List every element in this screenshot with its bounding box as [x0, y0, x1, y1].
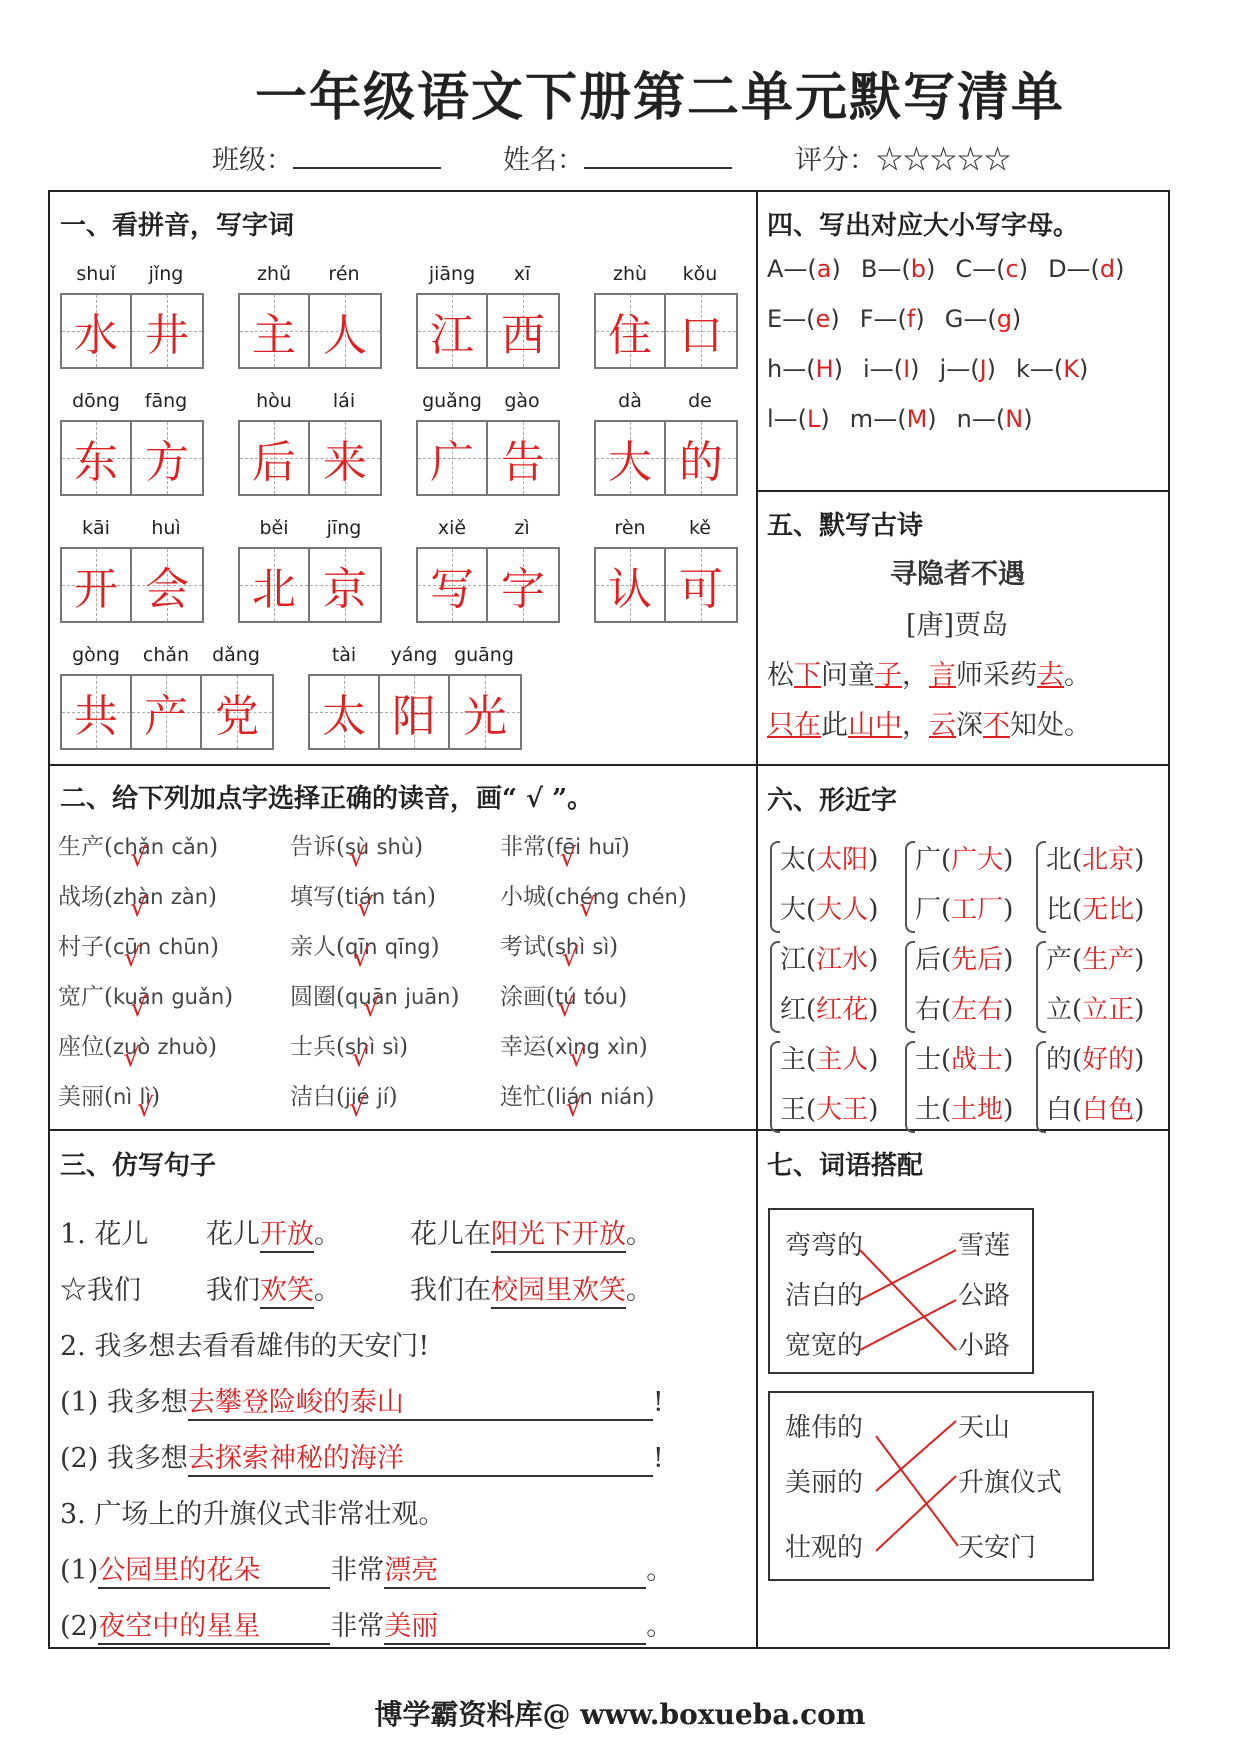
option-b[interactable]: cǎn: [171, 835, 210, 859]
sentence-example: 我们在校园里欢笑。: [410, 1268, 653, 1309]
option-a[interactable]: tián √: [345, 885, 385, 909]
tianzige-cell[interactable]: [310, 422, 380, 494]
character-answer: 水: [74, 310, 118, 361]
character-answer: 写: [430, 564, 474, 615]
character-answer: 口: [679, 310, 723, 361]
option-a[interactable]: xìng √: [555, 1035, 600, 1059]
column-divider: [756, 190, 758, 1649]
pronunciation-item: 圆圈(quān √ juān): [290, 978, 459, 1011]
tianzige-cell[interactable]: [132, 676, 202, 748]
pinyin-label: rèn: [614, 517, 646, 539]
letter-pair: j—(J): [939, 355, 997, 383]
tianzige-cell[interactable]: [310, 676, 380, 748]
pinyin-label: kāi: [82, 517, 110, 539]
letter-pair: G—(g): [944, 305, 1022, 333]
option-b[interactable]: tán: [392, 885, 427, 909]
letter-pair: n—(N): [956, 405, 1033, 433]
section-title: 四、写出对应大小写字母。: [767, 211, 1080, 241]
pinyin-label: kě: [688, 517, 711, 539]
pronunciation-item: 生产(chǎn √ cǎn): [58, 828, 218, 861]
pronunciation-item: 涂画(tú √ tóu): [500, 978, 627, 1011]
pronunciation-item: 连忙(lián √ nián): [500, 1078, 654, 1111]
sentence-label: ☆我们: [60, 1275, 141, 1306]
option-b[interactable]: lì √: [139, 1085, 151, 1109]
character-answer: 的: [679, 437, 723, 488]
tianzige-cell[interactable]: [240, 422, 310, 494]
option-a[interactable]: lián √: [555, 1085, 593, 1109]
pronunciation-item: 宽广(kuǎn √ guǎn): [58, 978, 233, 1011]
poem-author: [唐]贾岛: [906, 610, 1009, 641]
option-a[interactable]: quān √: [345, 985, 398, 1009]
pinyin-label: fāng: [144, 390, 188, 412]
option-a[interactable]: jié √: [345, 1085, 370, 1109]
option-b[interactable]: juān: [405, 985, 451, 1009]
letter-row: [767, 405, 1053, 433]
pinyin-label: kǒu: [682, 263, 718, 285]
pinyin-label: jīng: [326, 517, 362, 539]
tianzige-grid[interactable]: [416, 420, 560, 496]
character-answer: 广: [430, 437, 474, 488]
option-b[interactable]: shù: [376, 835, 415, 859]
pinyin-label: gòng: [72, 644, 120, 666]
tianzige-cell[interactable]: [240, 295, 310, 367]
tianzige-cell[interactable]: [596, 422, 666, 494]
match-left: 壮观的: [785, 1533, 864, 1563]
footer-watermark: 博学霸资料库@ www.boxueba.com: [374, 1698, 866, 1731]
tianzige-grid[interactable]: [60, 420, 204, 496]
pinyin-label: chǎn: [142, 644, 190, 666]
character-answer: 产: [144, 691, 188, 742]
match-right: 小路: [958, 1331, 1011, 1361]
tianzige-cell[interactable]: [132, 422, 202, 494]
tianzige-cell[interactable]: [450, 676, 520, 748]
pinyin-label: dà: [618, 390, 642, 412]
pinyin-label: lái: [332, 390, 356, 412]
brace: [1036, 941, 1046, 1033]
pinyin-label: jiāng: [428, 263, 476, 285]
character-answer: 阳: [392, 691, 436, 742]
tianzige-cell[interactable]: [62, 549, 132, 621]
brace: [1036, 1041, 1046, 1133]
character-answer: 主: [252, 310, 296, 361]
answer-line: (2) 我多想去探索神秘的海洋 !: [60, 1436, 664, 1477]
question: 3. 广场上的升旗仪式非常壮观。: [60, 1499, 446, 1530]
option-b[interactable]: jí: [376, 1085, 389, 1109]
pronunciation-item: 美丽(nì lì √): [58, 1078, 160, 1111]
brace: [905, 1041, 915, 1133]
character-answer: 可: [679, 564, 723, 615]
tianzige-grid[interactable]: [594, 420, 738, 496]
tianzige-cell[interactable]: [488, 422, 558, 494]
letter-pair: A—(a): [767, 255, 841, 283]
pinyin-label: yáng: [390, 644, 438, 666]
tianzige-grid[interactable]: [308, 674, 522, 750]
pinyin-label: guāng: [454, 644, 514, 666]
similar-char-group: 后(先后) 右(左右): [915, 945, 1014, 1025]
pinyin-label: guǎng: [422, 390, 482, 412]
letter-row: [767, 355, 1108, 383]
character-answer: 西: [501, 310, 545, 361]
section-title: 五、默写古诗: [767, 511, 924, 541]
character-answer: 北: [252, 564, 296, 615]
pinyin-label: xiě: [437, 517, 467, 539]
pronunciation-item: 小城(chéng √ chén): [500, 878, 687, 911]
match-left: 弯弯的: [785, 1231, 864, 1261]
letter-pair: F—(f): [859, 305, 925, 333]
similar-char-group: 北(北京) 比(无比): [1046, 845, 1145, 925]
score-field: 评分：☆☆☆☆☆: [795, 145, 1011, 176]
option-b[interactable]: zàn: [170, 885, 209, 909]
pinyin-label: běi: [259, 517, 289, 539]
pinyin-label: zì: [514, 517, 530, 539]
letter-pair: i—(I): [863, 355, 920, 383]
tianzige-grid[interactable]: [594, 547, 738, 623]
name-field[interactable]: 姓名：: [503, 138, 732, 177]
class-field[interactable]: 班级：: [212, 138, 441, 177]
similar-char-group: 江(江水) 红(红花): [780, 945, 879, 1025]
pinyin-label: shuǐ: [76, 263, 116, 285]
option-b[interactable]: zhuò: [157, 1035, 208, 1059]
section-title: 三、仿写句子: [60, 1151, 217, 1181]
section-title: 六、形近字: [767, 786, 898, 816]
character-answer: 东: [74, 437, 118, 488]
match-right: 天安门: [958, 1533, 1037, 1563]
option-a[interactable]: chǎn √: [113, 835, 164, 859]
match-left: 宽宽的: [785, 1331, 864, 1361]
option-b[interactable]: sì: [382, 1035, 400, 1059]
tianzige-cell[interactable]: [418, 295, 488, 367]
pronunciation-item: 填写(tián √ tán): [290, 878, 436, 911]
match-right: 天山: [958, 1413, 1011, 1443]
tianzige-cell[interactable]: [310, 549, 380, 621]
tianzige-cell[interactable]: [310, 295, 380, 367]
character-answer: 江: [430, 310, 474, 361]
character-answer: 住: [608, 310, 652, 361]
option-b[interactable]: guǎn: [171, 985, 225, 1009]
option-a[interactable]: chéng √: [555, 885, 619, 909]
tianzige-cell[interactable]: [596, 549, 666, 621]
character-answer: 会: [145, 564, 189, 615]
letter-pair: B—(b): [860, 255, 936, 283]
pinyin-label: huì: [151, 517, 181, 539]
letter-pair: k—(K): [1016, 355, 1089, 383]
section-title: 二、给下列加点字选择正确的读音，画“ √ ”。: [60, 784, 594, 814]
match-left: 美丽的: [785, 1468, 864, 1498]
brace: [905, 941, 915, 1033]
letter-pair: E—(e): [767, 305, 840, 333]
letter-row: [767, 255, 1145, 283]
option-a[interactable]: sù √: [345, 835, 369, 859]
tianzige-grid[interactable]: [238, 293, 382, 369]
character-answer: 光: [463, 691, 507, 742]
character-answer: 党: [215, 691, 259, 742]
tianzige-cell[interactable]: [666, 549, 736, 621]
pinyin-label: dōng: [72, 390, 120, 412]
option-b[interactable]: tóu: [583, 985, 619, 1009]
tianzige-cell[interactable]: [488, 295, 558, 367]
option-a[interactable]: tú √: [555, 985, 577, 1009]
pronunciation-item: 士兵(shì √ sì): [290, 1028, 408, 1061]
poem-line: 只在此山中，云深不知处。: [767, 710, 1091, 741]
sentence-example: 花儿开放。: [206, 1212, 341, 1253]
character-answer: 告: [501, 437, 545, 488]
letter-pair: C—(c): [955, 255, 1029, 283]
match-right: 公路: [958, 1281, 1011, 1311]
tianzige-cell[interactable]: [132, 549, 202, 621]
option-a[interactable]: nì: [112, 1085, 133, 1109]
tianzige-cell[interactable]: [240, 549, 310, 621]
character-answer: 字: [501, 564, 545, 615]
match-lines: [768, 1391, 1090, 1577]
character-answer: 认: [608, 564, 652, 615]
sentence-example: 我们欢笑。: [206, 1268, 341, 1309]
tianzige-cell[interactable]: [596, 295, 666, 367]
tianzige-cell[interactable]: [666, 295, 736, 367]
tianzige-grid[interactable]: [416, 547, 560, 623]
pinyin-label: jǐng: [148, 263, 184, 285]
pinyin-label: dǎng: [212, 644, 260, 666]
option-a[interactable]: fēi √: [555, 835, 581, 859]
tianzige-grid[interactable]: [60, 547, 204, 623]
tianzige-cell[interactable]: [380, 676, 450, 748]
tianzige-grid[interactable]: [60, 293, 204, 369]
pinyin-label: gào: [504, 390, 540, 412]
similar-char-group: 广(广大) 厂(工厂): [915, 845, 1014, 925]
tianzige-cell[interactable]: [132, 295, 202, 367]
pinyin-label: rén: [328, 263, 360, 285]
letter-pair: l—(L): [767, 405, 830, 433]
character-answer: 京: [323, 564, 367, 615]
score-stars: ☆☆☆☆☆: [876, 145, 1011, 176]
tianzige-cell[interactable]: [418, 549, 488, 621]
character-answer: 人: [323, 310, 367, 361]
pinyin-label: xī: [513, 263, 531, 285]
section-title: 一、看拼音，写字词: [60, 211, 295, 241]
tianzige-grid[interactable]: [238, 420, 382, 496]
character-answer: 方: [145, 437, 189, 488]
character-answer: 来: [323, 437, 367, 488]
letter-pair: D—(d): [1048, 255, 1125, 283]
tianzige-cell[interactable]: [62, 422, 132, 494]
sentence-example: 花儿在阳光下开放。: [410, 1212, 653, 1253]
pinyin-label: tài: [331, 644, 357, 666]
poem-title: 寻隐者不遇: [890, 559, 1025, 590]
pronunciation-item: 座位(zuò √ zhuò): [58, 1028, 217, 1061]
pinyin-label: zhǔ: [256, 263, 292, 285]
character-answer: 共: [74, 691, 118, 742]
option-a[interactable]: kuǎn √: [113, 985, 164, 1009]
match-left: 洁白的: [785, 1281, 864, 1311]
letter-pair: h—(H): [767, 355, 844, 383]
option-a[interactable]: zuò √: [113, 1035, 150, 1059]
page-title: 一年级语文下册第二单元默写清单: [254, 67, 1065, 128]
character-answer: 开: [74, 564, 118, 615]
similar-char-group: 产(生产) 立(立正): [1046, 945, 1145, 1025]
divider: [48, 764, 1170, 766]
option-b[interactable]: qīng: [384, 935, 431, 959]
match-lines: [768, 1208, 1030, 1370]
character-answer: 后: [252, 437, 296, 488]
tianzige-grid[interactable]: [238, 547, 382, 623]
answer-line: (1)公园里的花朵 非常漂亮 。: [60, 1548, 673, 1589]
pronunciation-item: 亲人(qīn √ qīng): [290, 928, 440, 961]
option-a[interactable]: shì √: [345, 1035, 375, 1059]
tianzige-cell[interactable]: [62, 295, 132, 367]
answer-line: (1) 我多想去攀登险峻的泰山 !: [60, 1380, 664, 1421]
pinyin-label: hòu: [256, 390, 292, 412]
answer-line: (2)夜空中的星星 非常美丽 。: [60, 1604, 673, 1645]
pronunciation-item: 村子(cūn √ chūn): [58, 928, 219, 961]
option-b[interactable]: chūn: [158, 935, 210, 959]
pronunciation-item: 非常(fēi √ huī): [500, 828, 630, 861]
pinyin-label: de: [688, 390, 712, 412]
tianzige-cell[interactable]: [666, 422, 736, 494]
option-b[interactable]: chén: [626, 885, 678, 909]
section-title: 七、词语搭配: [767, 1151, 924, 1181]
option-a[interactable]: cūn √: [113, 935, 151, 959]
tianzige-cell[interactable]: [418, 422, 488, 494]
option-b[interactable]: huī: [588, 835, 621, 859]
similar-char-group: 主(主人) 王(大王): [780, 1045, 879, 1125]
option-b[interactable]: sì: [592, 935, 610, 959]
tianzige-grid[interactable]: [60, 674, 274, 750]
character-answer: 井: [145, 310, 189, 361]
letter-pair: m—(M): [849, 405, 937, 433]
similar-char-group: 士(战士) 土(土地): [915, 1045, 1014, 1125]
question: 2. 我多想去看看雄伟的天安门!: [60, 1331, 430, 1362]
tianzige-grid[interactable]: [594, 293, 738, 369]
tianzige-cell[interactable]: [202, 676, 272, 748]
brace: [1036, 841, 1046, 933]
tianzige-cell[interactable]: [62, 676, 132, 748]
brace: [905, 841, 915, 933]
divider: [756, 490, 1170, 492]
option-a[interactable]: zhàn √: [113, 885, 164, 909]
match-right: 雪莲: [958, 1231, 1011, 1261]
match-left: 雄伟的: [785, 1413, 864, 1443]
pronunciation-item: 战场(zhàn √ zàn): [58, 878, 217, 911]
tianzige-cell[interactable]: [488, 549, 558, 621]
pinyin-label: zhù: [612, 263, 648, 285]
option-a[interactable]: qīn √: [345, 935, 377, 959]
brace: [770, 1041, 780, 1133]
similar-char-group: 太(太阳) 大(大人): [780, 845, 879, 925]
similar-char-group: 的(好的) 白(白色): [1046, 1045, 1145, 1125]
letter-row: [767, 305, 1041, 333]
brace: [770, 941, 780, 1033]
option-b[interactable]: xìn: [607, 1035, 639, 1059]
pronunciation-item: 考试(shì √ sì): [500, 928, 618, 961]
character-answer: 太: [322, 691, 366, 742]
tianzige-grid[interactable]: [416, 293, 560, 369]
pronunciation-item: 告诉(sù √ shù): [290, 828, 423, 861]
character-answer: 大: [608, 437, 652, 488]
sentence-label: 1. 花儿: [60, 1219, 149, 1250]
match-right: 升旗仪式: [958, 1468, 1063, 1498]
pronunciation-item: 洁白(jié √ jí): [290, 1078, 398, 1111]
option-b[interactable]: nián: [600, 1085, 646, 1109]
pronunciation-item: 幸运(xìng √ xìn): [500, 1028, 648, 1061]
poem-line: 松下问童子，言师采药去。: [767, 660, 1091, 691]
option-a[interactable]: shì √: [555, 935, 585, 959]
brace: [770, 841, 780, 933]
